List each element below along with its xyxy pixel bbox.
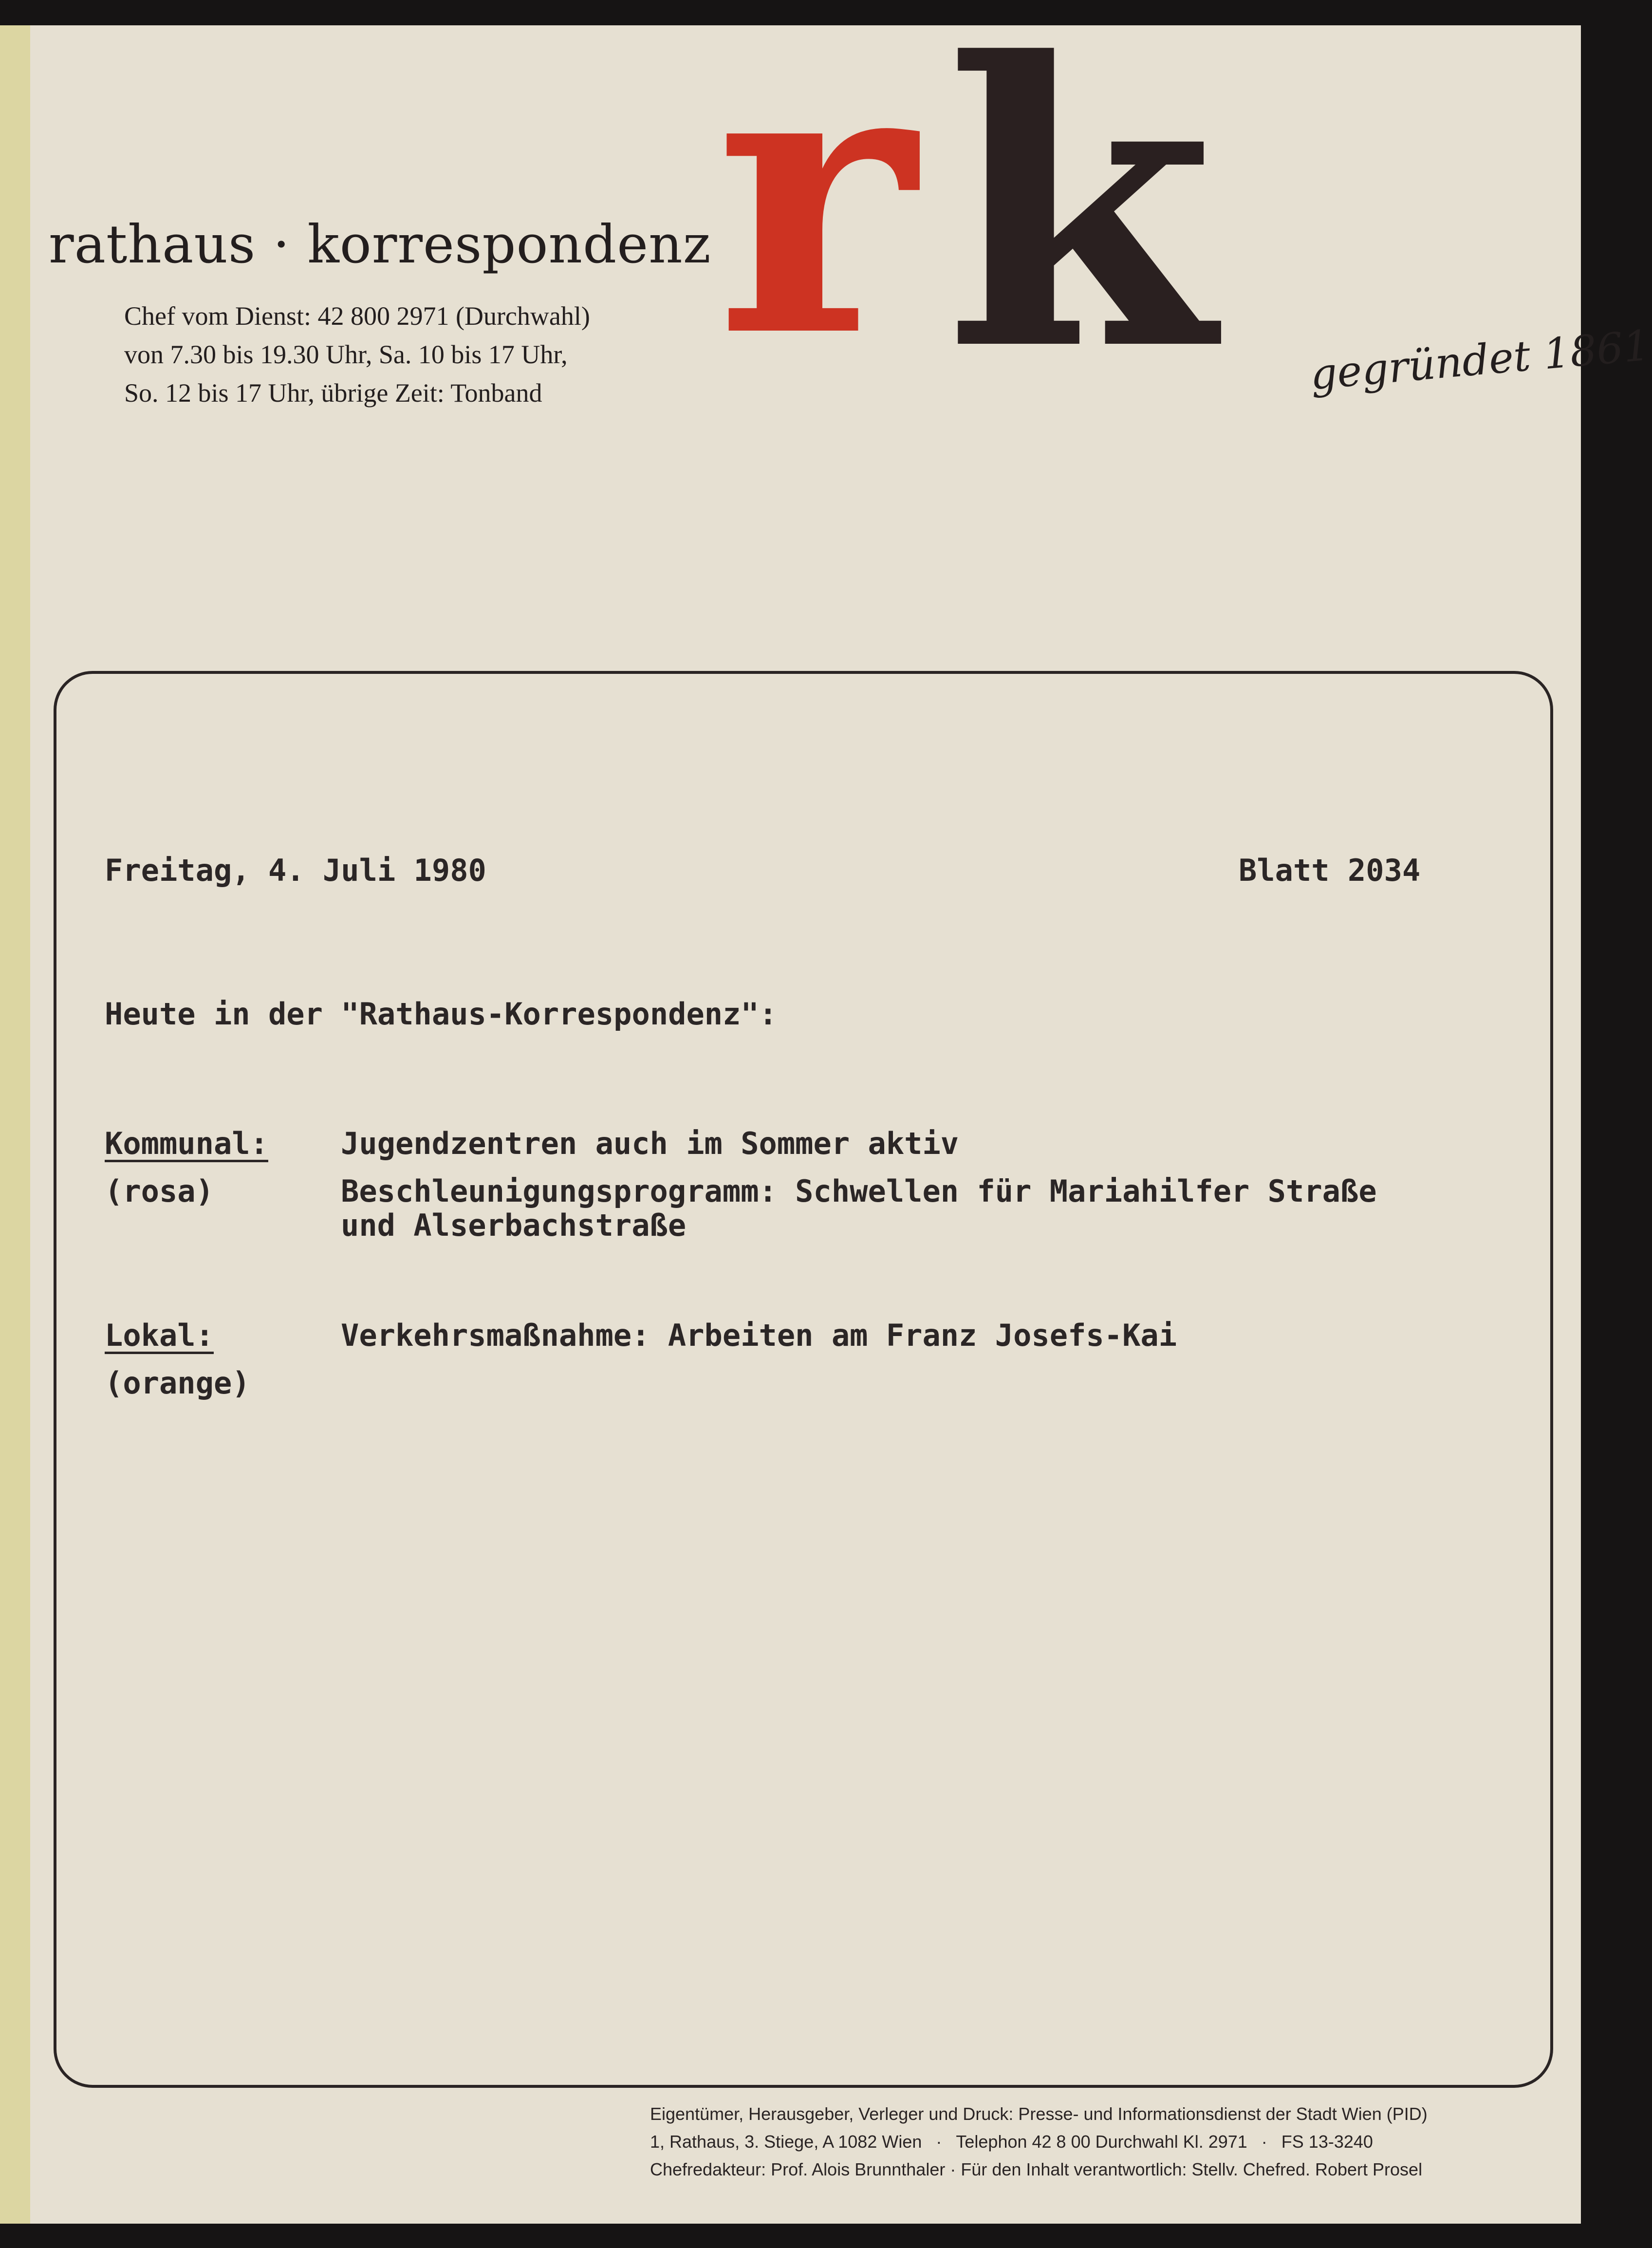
- logo-letter-k: k: [945, 0, 1215, 436]
- binder-spine: [0, 25, 34, 2224]
- headline-item: Verkehrsmaßnahme: Arbeiten am Franz Josefs-Kai: [341, 1318, 1177, 1353]
- contact-line: von 7.30 bis 19.30 Uhr, Sa. 10 bis 17 Uhr,: [124, 340, 568, 369]
- bulletin-intro: Heute in der "Rathaus-Korrespondenz":: [105, 996, 778, 1032]
- bulletin-sheet-number: Blatt 2034: [1239, 853, 1421, 888]
- imprint-publisher: Eigentümer, Herausgeber, Verleger und Druck: Presse- und Informationsdienst der Stadt Wien (PID): [650, 2104, 1428, 2124]
- contact-line: Chef vom Dienst: 42 800 2971 (Durchwahl): [124, 301, 590, 331]
- imprint-phone: Telephon 42 8 00 Durchwahl Kl. 2971: [956, 2132, 1247, 2152]
- section-label-lokal: Lokal:: [105, 1318, 214, 1353]
- contact-info: [124, 297, 590, 412]
- rk-logo: [716, 0, 1285, 436]
- headline-item: Beschleunigungsprogramm: Schwellen für Mariahilfer Straße: [341, 1173, 1377, 1209]
- imprint-telex: FS 13-3240: [1281, 2132, 1373, 2152]
- founded-signature: gegründet 1861: [1308, 321, 1652, 400]
- headline-item: Jugendzentren auch im Sommer aktiv: [341, 1126, 959, 1161]
- imprint: [650, 2100, 1428, 2183]
- bulletin-date: Freitag, 4. Juli 1980: [105, 853, 486, 888]
- headline-item-continuation: und Alserbachstraße: [341, 1208, 687, 1243]
- imprint-editor: Chefredakteur: Prof. Alois Brunnthaler · Für den Inhalt verantwortlich: Stellv. Chefred. Robert Prosel: [650, 2159, 1423, 2179]
- imprint-contact: 1, Rathaus, 3. Stiege, A 1082 Wien · Telephon 42 8 00 Durchwahl Kl. 2971 · FS 13-3240: [650, 2132, 1373, 2152]
- section-label-kommunal: Kommunal:: [105, 1126, 268, 1161]
- masthead-title: rathaus · korrespondenz: [49, 214, 711, 275]
- section-color-note-lokal: (orange): [105, 1365, 250, 1401]
- logo-letter-r: r: [716, 0, 916, 420]
- section-color-note-kommunal: (rosa): [105, 1173, 214, 1209]
- contact-line: So. 12 bis 17 Uhr, übrige Zeit: Tonband: [124, 378, 542, 408]
- imprint-address: 1, Rathaus, 3. Stiege, A 1082 Wien: [650, 2132, 922, 2152]
